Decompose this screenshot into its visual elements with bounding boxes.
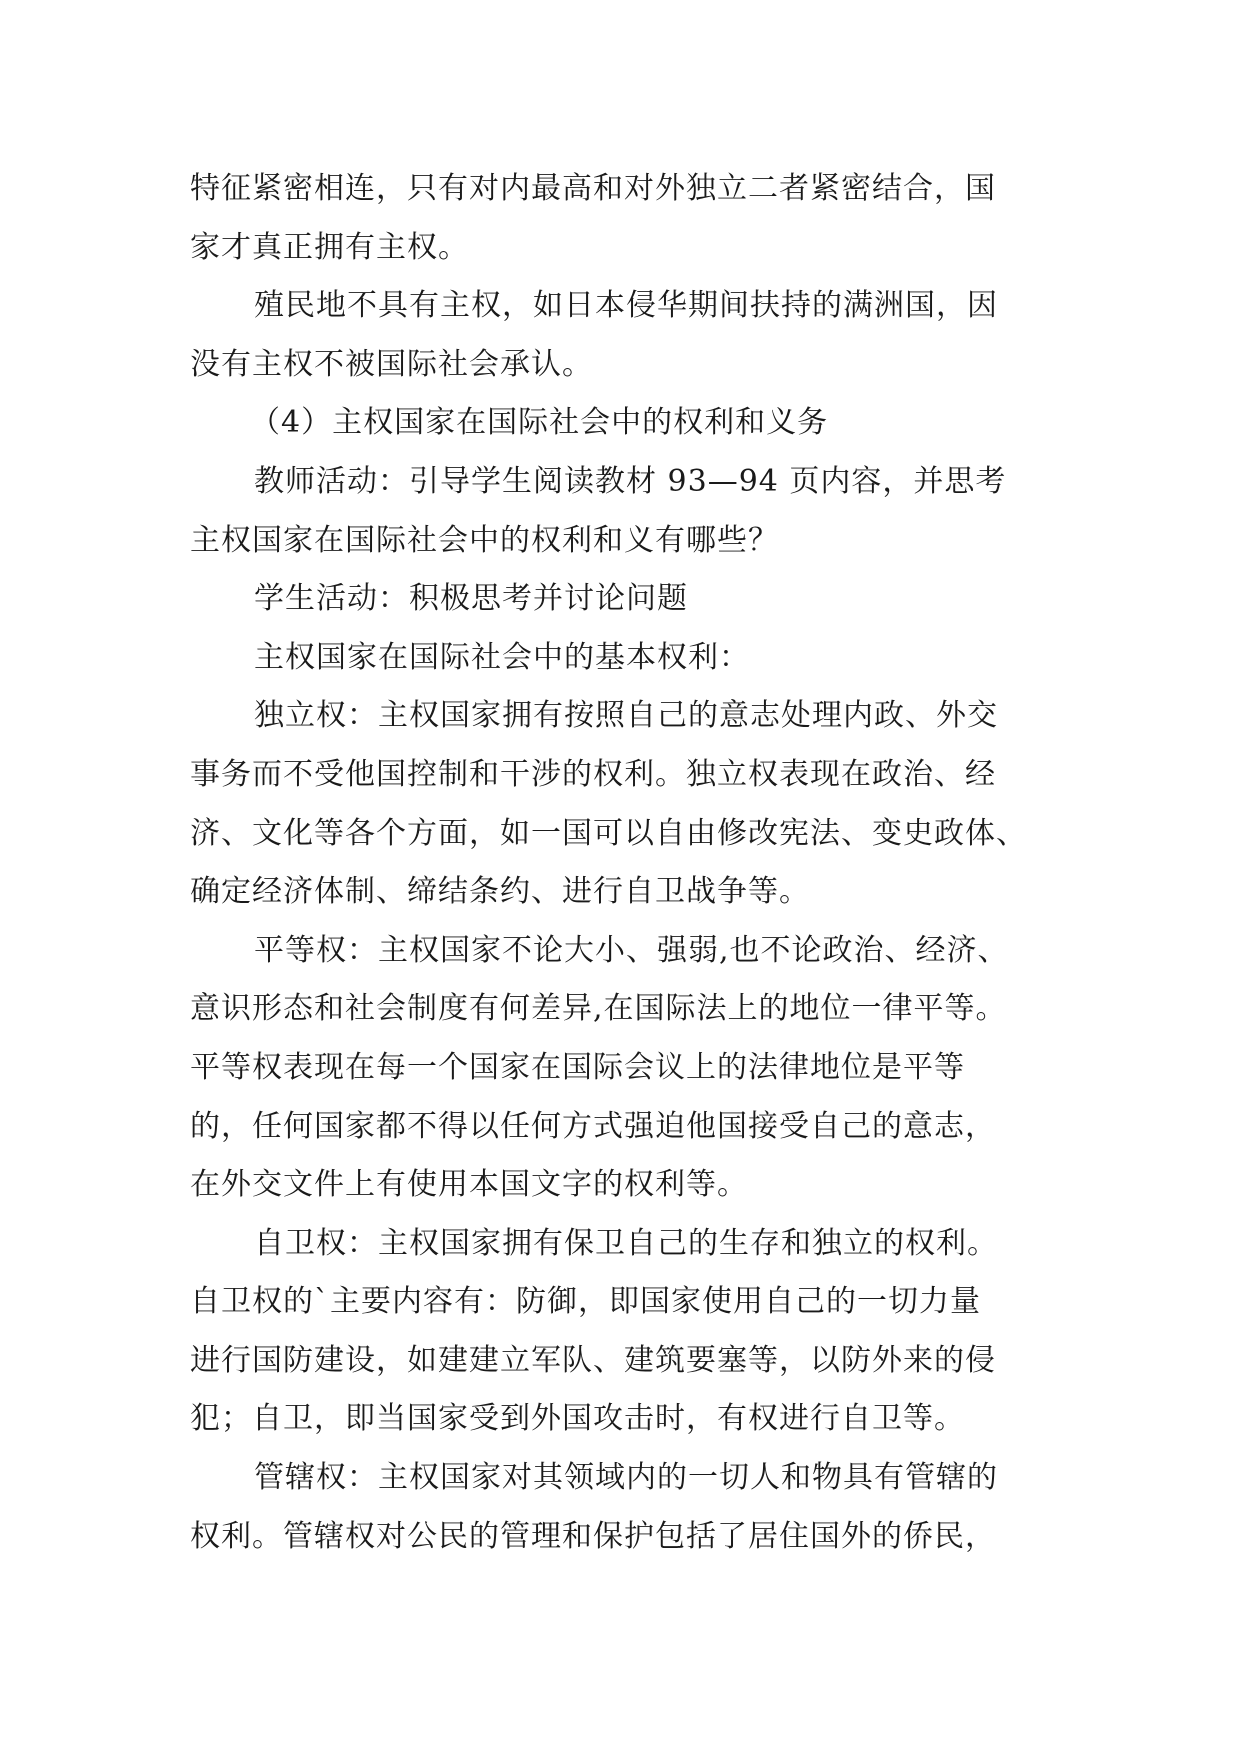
text-line: 确定经济体制、缔结条约、进行自卫战争等。 xyxy=(190,874,810,910)
text-line: 的，任何国家都不得以任何方式强迫他国接受自己的意志， xyxy=(190,1108,996,1144)
text-line: 自卫权：主权国家拥有保卫自己的生存和独立的权利。 xyxy=(254,1225,998,1261)
text-line: 意识形态和社会制度有何差异,在国际法上的地位一律平等。 xyxy=(190,991,1007,1027)
document-body xyxy=(190,160,1060,1566)
text-line: 主权国家在国际社会中的基本权利： xyxy=(254,639,750,675)
text-line: 没有主权不被国际社会承认。 xyxy=(190,346,593,382)
text-line: 进行国防建设，如建建立军队、建筑要塞等，以防外来的侵 xyxy=(190,1342,996,1378)
text-line: 济、文化等各个方面，如一国可以自由修改宪法、变史政体、 xyxy=(190,815,1027,851)
text-line: 权利。管辖权对公民的管理和保护包括了居住国外的侨民， xyxy=(190,1518,996,1554)
text-line: 学生活动：积极思考并讨论问题 xyxy=(254,581,688,617)
text-line: 教师活动：引导学生阅读教材 93—94 页内容，并思考 xyxy=(254,463,1007,499)
text-line: 特征紧密相连，只有对内最高和对外独立二者紧密结合，国 xyxy=(190,171,996,206)
text-line: 平等权：主权国家不论大小、强弱,也不论政治、经济、 xyxy=(254,932,1009,968)
text-line: 犯；自卫，即当国家受到外国攻击时，有权进行自卫等。 xyxy=(190,1401,965,1437)
text-line: 在外交文件上有使用本国文字的权利等。 xyxy=(190,1167,748,1203)
text-line: 自卫权的`主要内容有：防御，即国家使用自己的一切力量 xyxy=(190,1284,981,1320)
text-line: 家才真正拥有主权。 xyxy=(190,229,469,265)
text-line: 独立权：主权国家拥有按照自己的意志处理内政、外交 xyxy=(254,698,998,734)
text-line: 平等权表现在每一个国家在国际会议上的法律地位是平等 xyxy=(190,1049,965,1085)
section-heading: （4）主权国家在国际社会中的权利和义务 xyxy=(250,405,829,441)
text-line: 殖民地不具有主权，如日本侵华期间扶持的满洲国，因 xyxy=(254,288,998,324)
text-line: 管辖权：主权国家对其领域内的一切人和物具有管辖的 xyxy=(254,1460,998,1496)
text-line: 事务而不受他国控制和干涉的权利。独立权表现在政治、经 xyxy=(190,756,996,792)
text-line: 主权国家在国际社会中的权利和义有哪些？ xyxy=(190,522,779,558)
